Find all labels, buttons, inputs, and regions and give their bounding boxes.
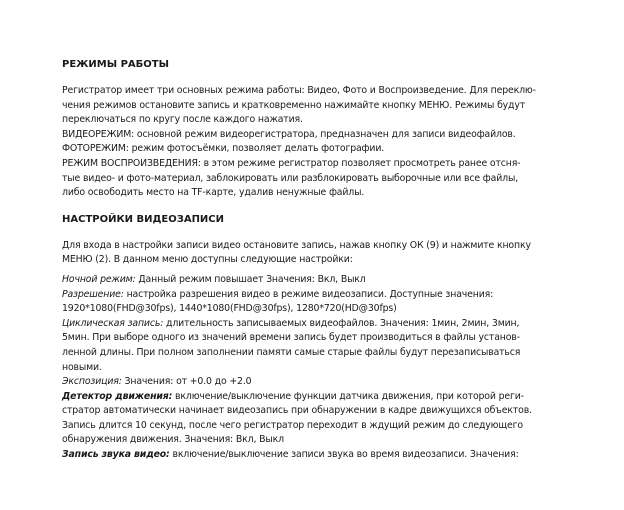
setting-resolution: [62, 288, 562, 303]
setting-description: включение/выключение записи звука во время видеозаписи. Значения:: [169, 449, 519, 461]
text-line: новыми.: [62, 361, 102, 373]
text-line: Регистратор имеет три основных режима работы: Видео, Фото и Воспроизведение. Для переклю-: [62, 85, 536, 96]
heading-video-settings: НАСТРОЙКИ ВИДЕОЗАПИСИ: [62, 213, 225, 225]
intro-line: МЕНЮ (2). В данном меню доступны следующие настройки:: [62, 254, 353, 266]
text-line: 5мин. При выборе одного из значений времени запись будет производиться в файлы установ-: [62, 332, 520, 344]
setting-description: включение/выключение функции датчика движения, при которой реги-: [172, 390, 524, 402]
photo-mode-line: ФОТОРЕЖИМ: режим фотосъёмки, позволяет делать фотографии.: [62, 143, 385, 155]
text-line: стратор автоматически начинает видеозапись при обнаружении в кадре движущихся объектов.: [62, 405, 532, 417]
text-line: чения режимов остановите запись и кратковременно нажимайте кнопку МЕНЮ. Режимы будут: [62, 99, 526, 111]
setting-description: Данный режим повышает Значения: Вкл, Выкл: [135, 273, 366, 285]
setting-description: длительность записываемых видеофайлов. Значения: 1мин, 2мин, 3мин,: [163, 317, 520, 329]
video-settings-text: [62, 239, 562, 463]
setting-exposure: [62, 375, 562, 390]
text-line: либо освободить место на TF-карте, удалив ненужные файлы.: [62, 187, 365, 199]
text-line: Запись длится 10 секунд, после чего регистратор переходит в ждущий режим до следующего: [62, 419, 523, 431]
text-line: тые видео- и фото-материал, заблокировать или разблокировать выборочные или все файлы,: [62, 172, 519, 184]
setting-loop-recording: [62, 317, 562, 332]
setting-term: Экспозиция:: [62, 376, 122, 388]
setting-term: Разрешение:: [62, 288, 124, 300]
manual-page: [62, 58, 562, 463]
playback-mode-line: РЕЖИМ ВОСПРОИЗВЕДЕНИЯ: в этом режиме регистратор позволяет просмотреть ранее отсня-: [62, 157, 521, 169]
text-line: переключаться по кругу после каждого нажатия.: [62, 114, 303, 126]
setting-description: настройка разрешения видео в режиме видеозаписи. Доступные значения:: [123, 288, 494, 300]
setting-audio-recording: [62, 448, 562, 463]
setting-term: Циклическая запись:: [62, 317, 164, 329]
setting-motion-detector: [62, 390, 562, 405]
intro-line: Для входа в настройки записи видео остановите запись, нажав кнопку ОК (9) и нажмите кнопку: [62, 239, 531, 251]
text-line: обнаружения движения. Значения: Вкл, Выкл: [62, 434, 284, 446]
text-line: ленной длины. При полном заполнении памяти самые старые файлы будут перезаписываться: [62, 346, 521, 358]
setting-term: Ночной режим:: [62, 273, 136, 285]
setting-term: Детектор движения:: [62, 390, 173, 402]
modes-text: [62, 84, 562, 201]
resolution-values: 1920*1080(FHD@30fps), 1440*1080(FHD@30fps), 1280*720(HD@30fps): [62, 303, 397, 315]
setting-term: Запись звука видео:: [62, 449, 170, 461]
setting-night-mode: [62, 273, 562, 288]
setting-description: Значения: от +0.0 до +2.0: [121, 376, 252, 388]
heading-operating-modes: РЕЖИМЫ РАБОТЫ: [62, 59, 169, 70]
video-mode-line: ВИДЕОРЕЖИМ: основной режим видеорегистратора, предназначен для записи видеофайлов.: [62, 128, 516, 140]
